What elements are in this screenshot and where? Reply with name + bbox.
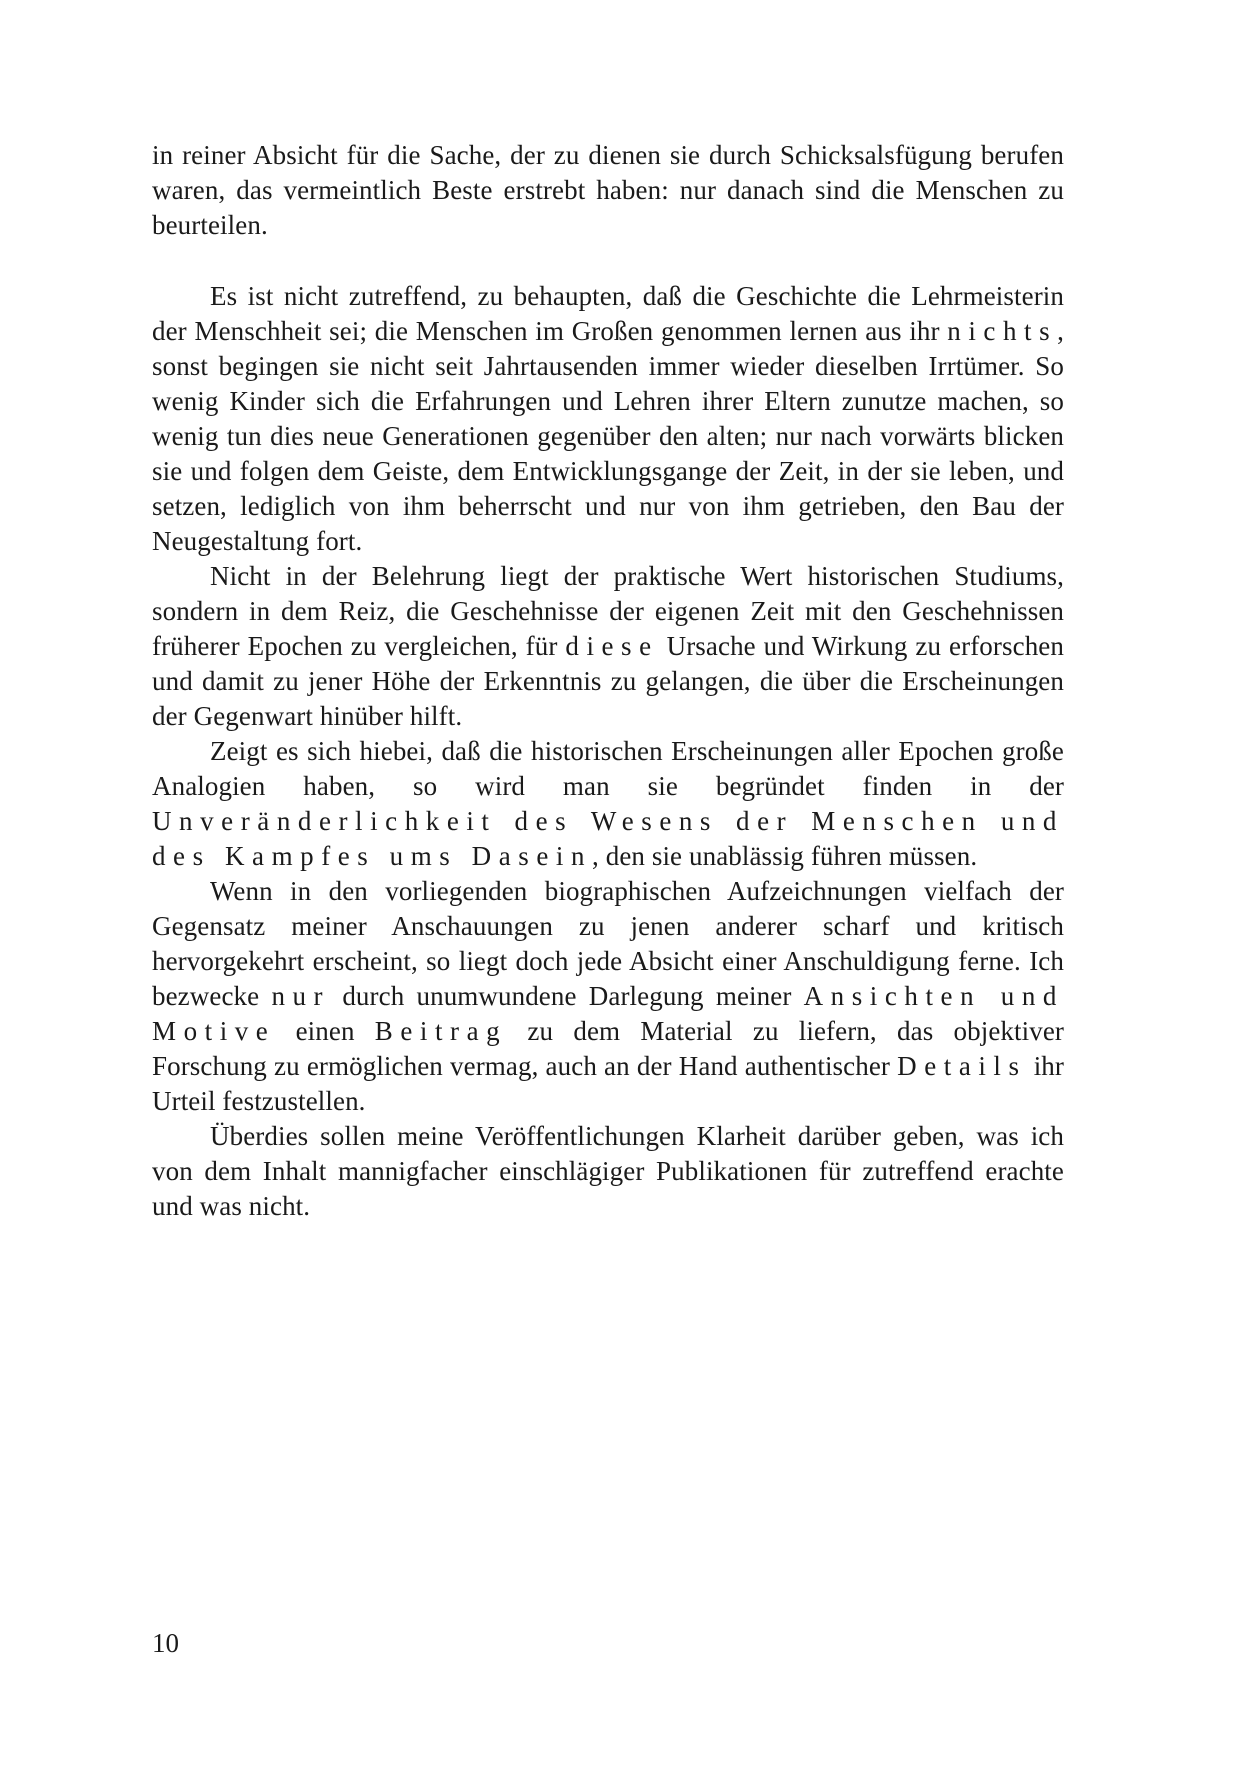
text-run: Überdies sollen meine Veröffentlichungen Klarheit darüber geben, was ich von dem Inhalt mannigfacher einschlägiger Publikationen für zutreffend erachte und was nicht. bbox=[152, 1121, 1064, 1221]
page-number: 10 bbox=[152, 1628, 179, 1658]
spaced-emphasis: nichts bbox=[947, 316, 1058, 346]
spaced-emphasis: Unveränderlichkeit des Wesens der Menschen und des Kampfes ums Dasein bbox=[152, 806, 1064, 871]
text-run: , sonst begingen sie nicht seit Jahrtausenden immer wieder dieselben Irrtümer. So wenig Kinder sich die Erfahrungen und Lehren ihrer Eltern zunutze machen, so wenig tun dies neue Generationen gegenüber den alten; nur nach vorwärts blicken sie und folgen dem Geiste, dem Entwicklungsgange der Zeit, in der sie leben, und setzen, lediglich von ihm beherrscht und nur von ihm getrieben, den Bau der Neugestaltung fort. bbox=[152, 316, 1064, 556]
paragraph-4 bbox=[152, 734, 1064, 874]
text-run: durch unumwundene Darlegung meiner bbox=[330, 981, 804, 1011]
paragraph-2 bbox=[152, 279, 1064, 559]
spaced-emphasis: nur bbox=[271, 981, 331, 1011]
text-run: Wenn in den vorliegenden biographischen Aufzeichnungen vielfach der Gegensatz meiner Anschauungen zu jenen anderer scharf und kritisch hervorgekehrt erscheint, so liegt doch jede Absicht einer Anschuldigung ferne. Ich bezwecke bbox=[152, 876, 1064, 1011]
paragraph-1 bbox=[152, 138, 1064, 243]
spaced-emphasis: Beitrag bbox=[374, 1016, 508, 1046]
text-run: , den sie unablässig führen müssen. bbox=[592, 841, 978, 871]
paragraph-3 bbox=[152, 559, 1064, 734]
spaced-emphasis: Details bbox=[897, 1051, 1027, 1081]
text-run: zu dem Material zu liefern, das objektiver Forschung zu ermöglichen vermag, auch an der Hand authentischer bbox=[152, 1016, 1064, 1081]
paragraph-5 bbox=[152, 874, 1064, 1119]
text-run: Zeigt es sich hiebei, daß die historischen Erscheinungen aller Epochen große Analogien haben, so wird man sie begründet finden in der bbox=[152, 736, 1064, 801]
paragraph-6 bbox=[152, 1119, 1064, 1224]
text-run: Ursache und Wirkung zu erforschen und damit zu jener Höhe der Erkenntnis zu gelangen, die über die Erscheinungen der Gegenwart hinüber hilft. bbox=[152, 631, 1064, 731]
spaced-emphasis: Ansichten und Motive bbox=[152, 981, 1064, 1046]
text-run: ihr Urteil festzustellen. bbox=[152, 1051, 1064, 1116]
text-run: Nicht in der Belehrung liegt der praktische Wert historischen Studiums, sondern in dem Reiz, die Geschehnisse der eigenen Zeit mit den Geschehnissen früherer Epochen zu vergleichen, für bbox=[152, 561, 1064, 661]
spaced-emphasis: diese bbox=[565, 631, 659, 661]
text-run: Es ist nicht zutreffend, zu behaupten, daß die Geschichte die Lehrmeisterin der Menschheit sei; die Menschen im Großen genommen lernen aus ihr bbox=[152, 281, 1064, 346]
text-run: in reiner Absicht für die Sache, der zu dienen sie durch Schicksalsfügung berufen waren, das vermeintlich Beste erstrebt haben: nur danach sind die Menschen zu beurteilen. bbox=[152, 140, 1064, 240]
text-run: einen bbox=[275, 1016, 375, 1046]
body-text bbox=[152, 138, 1064, 1224]
